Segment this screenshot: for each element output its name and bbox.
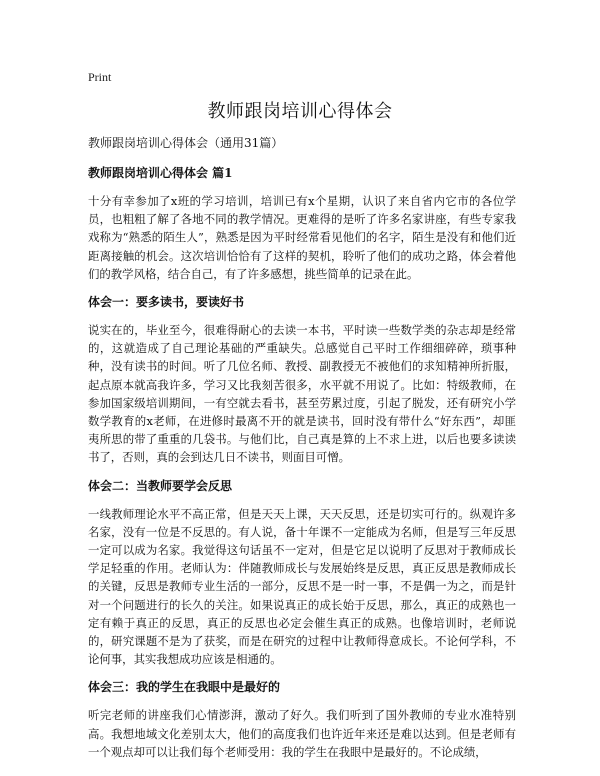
intro-paragraph: 十分有幸参加了x班的学习培训，培训已有x个星期，认识了来自省内它市的各位学员，也粗粗了解了各地不同的教学情况。更难得的是听了许多名家讲座，有些专家我戏称为“熟悉的陌生人”，熟悉是因为平时经常看见他们的名字，陌生是没有和他们近距离接触的机会。这次培训恰恰有了这样的契机，聆听了他们的成功之路，体会着他们的教学风格，结合自己，有了许多感想，挑些简单的记录在此。	[88, 194, 516, 281]
section-heading-1: 体会一：要多读书，要读好书	[88, 295, 245, 310]
print-link[interactable]: Print	[88, 70, 112, 84]
section-body-3: 听完老师的讲座我们心情澎湃，激动了好久。我们听到了国外教师的专业水准特别高。我想地域文化差别太大，他们的高度我们也许近年来还是难以达到。但是老师有一个观点却可以让我们每个老师受用：我的学生在我眼中是最好的。不论成绩，	[88, 708, 516, 759]
section-body-1: 说实在的，毕业至今，很难得耐心的去读一本书，平时读一些数学类的杂志却是经常的，这就造成了自己理论基础的严重缺失。总感觉自己平时工作细细碎碎，琐事种种，没有读书的时间。听了几位名师、教授、副教授无不被他们的求知精神所折服，起点原本就高我许多，学习又比我刻苦很多，水平就不用说了。比如：特级教师，在参加国家级培训期间，一有空就去看书，甚至劳累过度，引起了脱发，还有研究小学数学教育的x老师，在进修时最离不开的就是读书，回时没有带什么“好东西”，却匪夷所思的带了重重的几袋书。与他们比，自己真是算的上不求上进，以后也要多读读书了，否则，真的会到达几日不读书，则面目可憎。	[88, 323, 516, 465]
page-title: 教师跟岗培训心得体会	[207, 101, 393, 122]
section-heading-3: 体会三：我的学生在我眼中是最好的	[88, 680, 281, 695]
article-heading: 教师跟岗培训心得体会 篇1	[88, 166, 233, 180]
section-heading-2: 体会二：当教师要学会反思	[88, 478, 233, 493]
article-content	[88, 134, 516, 771]
article-subtitle: 教师跟岗培训心得体会（通用31篇）	[88, 136, 284, 150]
section-body-2: 一线教师理论水平不高正常，但是天天上课，天天反思，还是切实可行的。纵观许多名家，没有一位是不反思的。有人说，备十年课不一定能成为名师，但是写三年反思一定可以成为名家。我觉得这句话虽不一定对，但是它足以说明了反思对于教师成长学足轻重的作用。老师认为：伴随教师成长与发展始终是反思，真正反思是教师成长的关键，反思是教师专业生活的一部分，反思不是一时一事，不是偶一为之，而是针对一个问题进行的长久的关注。如果说真正的成长始于反思，那么，真正的成熟也一定有赖于真正的反思，真正的反思也必定会催生真正的成熟。也像培训时，老师说的，研究课题不是为了获奖，而是在研究的过程中让教师得意成长。不论何学科，不论何事，其实我想成功应该是相通的。	[88, 506, 516, 667]
